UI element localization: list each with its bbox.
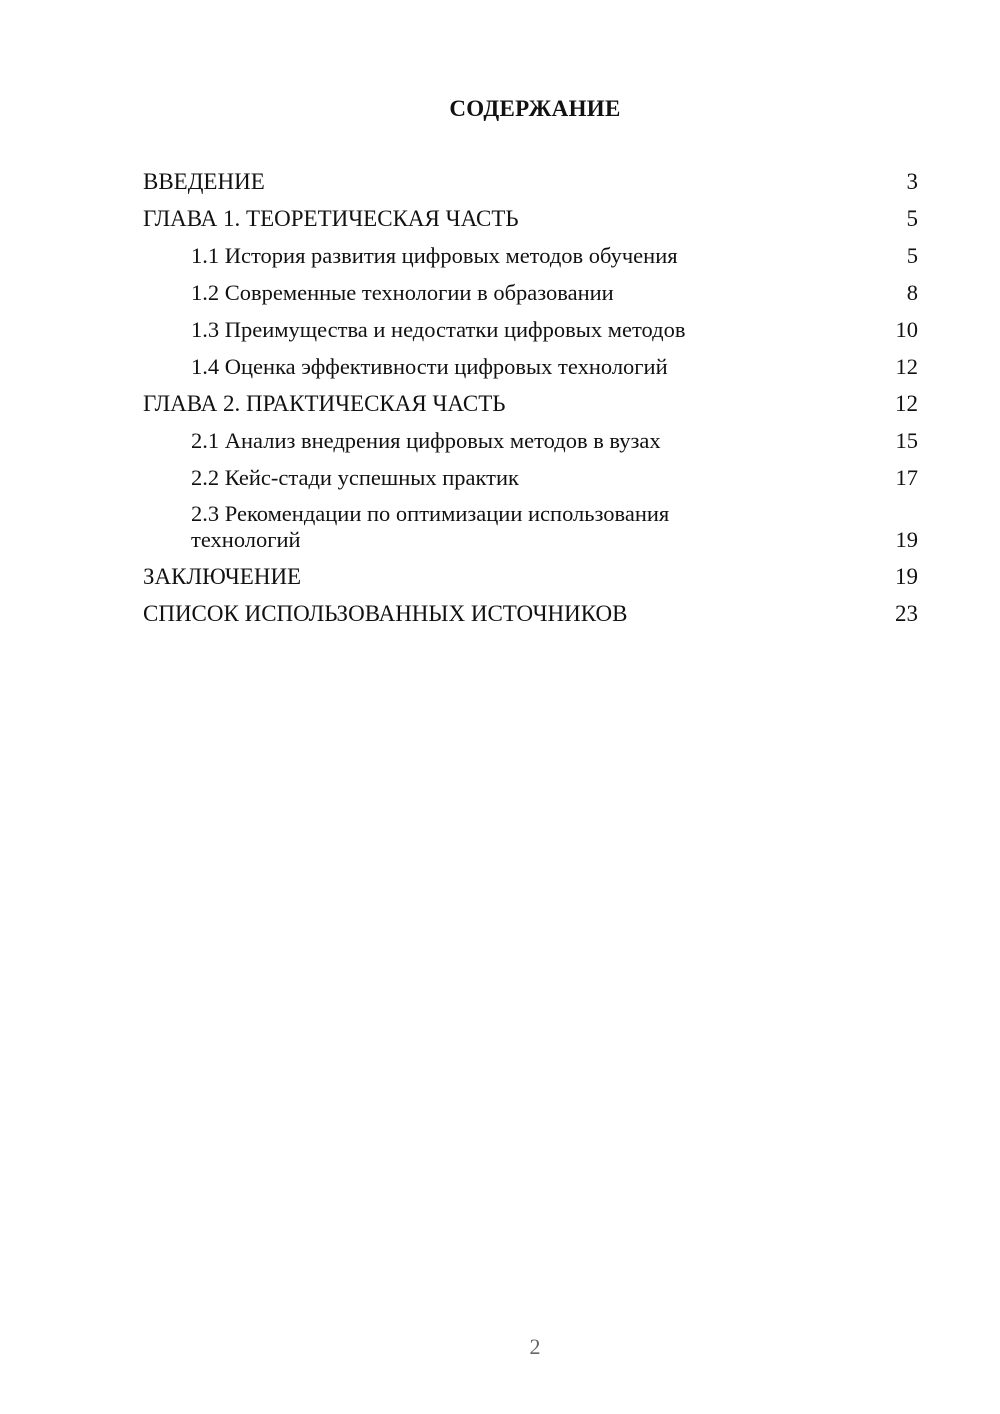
toc-entry-text: ГЛАВА 1. ТЕОРЕТИЧЕСКАЯ ЧАСТЬ bbox=[143, 206, 519, 231]
toc-entry-text: 1.1 История развития цифровых методов обучения bbox=[191, 243, 678, 268]
toc-entry-text: 1.2 Современные технологии в образовании bbox=[191, 280, 614, 305]
toc-entry-chapter-1[interactable] bbox=[143, 205, 918, 232]
toc-entry-references[interactable] bbox=[143, 600, 918, 627]
toc-entry-conclusion[interactable] bbox=[143, 563, 918, 590]
toc-entry-page: 12 bbox=[895, 354, 918, 379]
toc-entry-text: 2.3 Рекомендации по оптимизации использования технологий bbox=[191, 501, 670, 552]
toc-entry-page: 5 bbox=[906, 243, 918, 268]
toc-entry-text: ГЛАВА 2. ПРАКТИЧЕСКАЯ ЧАСТЬ bbox=[143, 391, 506, 416]
toc-entry-page: 3 bbox=[906, 169, 918, 194]
toc-entry-page: 17 bbox=[895, 465, 918, 490]
toc-entry-section-1-1[interactable] bbox=[143, 242, 918, 269]
toc-entry-page: 19 bbox=[895, 564, 918, 589]
toc-entry-introduction[interactable] bbox=[143, 168, 918, 195]
toc-entry-text: 1.4 Оценка эффективности цифровых технологий bbox=[191, 354, 668, 379]
toc-entry-text: 2.1 Анализ внедрения цифровых методов в вузах bbox=[191, 428, 661, 453]
toc-entry-page: 19 bbox=[895, 527, 918, 552]
toc-title: СОДЕРЖАНИЕ bbox=[449, 96, 621, 121]
toc-entry-text: 1.3 Преимущества и недостатки цифровых методов bbox=[191, 317, 686, 342]
toc-entry-page: 10 bbox=[895, 317, 918, 342]
toc-entry-text: ЗАКЛЮЧЕНИЕ bbox=[143, 564, 302, 589]
toc-entry-section-2-3[interactable] bbox=[143, 501, 918, 553]
toc-entry-section-1-4[interactable] bbox=[143, 353, 918, 380]
toc-entry-page: 5 bbox=[906, 206, 918, 231]
toc-entry-page: 15 bbox=[895, 428, 918, 453]
toc-entry-section-2-1[interactable] bbox=[143, 427, 918, 454]
toc-entry-text: 2.2 Кейс-стади успешных практик bbox=[191, 465, 519, 490]
toc-entry-section-2-2[interactable] bbox=[143, 464, 918, 491]
toc-entry-text: СПИСОК ИСПОЛЬЗОВАННЫХ ИСТОЧНИКОВ bbox=[143, 601, 628, 626]
toc-entry-section-1-2[interactable] bbox=[143, 279, 918, 306]
toc-entry-section-1-3[interactable] bbox=[143, 316, 918, 343]
toc-entry-page: 23 bbox=[895, 601, 918, 626]
toc-entry-chapter-2[interactable] bbox=[143, 390, 918, 417]
toc-entry-page: 8 bbox=[906, 280, 918, 305]
toc-entry-page: 12 bbox=[895, 391, 918, 416]
page-number: 2 bbox=[529, 1334, 541, 1359]
toc-entry-text: ВВЕДЕНИЕ bbox=[143, 169, 265, 194]
table-of-contents bbox=[143, 168, 918, 637]
